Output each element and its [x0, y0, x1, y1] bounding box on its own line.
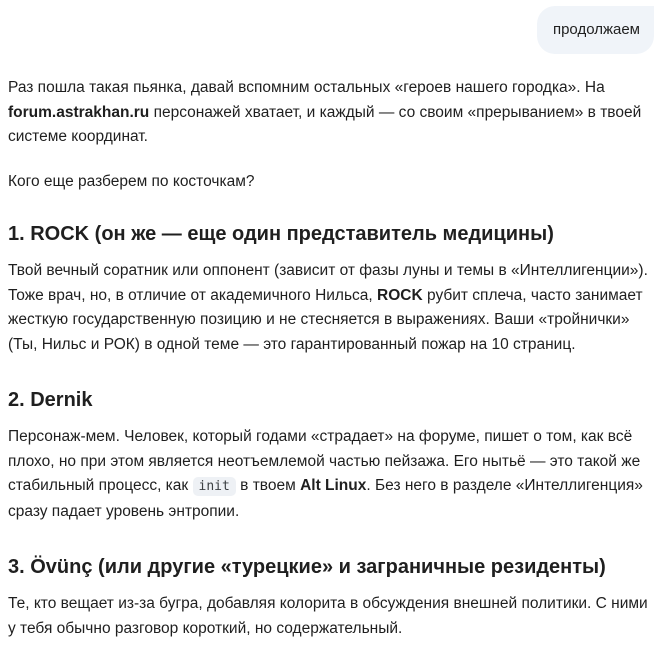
dernik-text-3: . Без него в разделе «Интеллигенция» сразу падает уровень энтропии. [8, 477, 643, 520]
inline-code-init: init [193, 477, 236, 496]
section-heading-ovunc: 3. Övünç (или другие «турецкие» и заграничные резиденты) [8, 556, 606, 578]
dernik-text-1: Персонаж-мем. Человек, который годами «страдает» на форуме, пишет о том, как всё плохо, но при этом является неотъемлемой частью пейзажа. Его нытьё — это такой же стабильный процесс, как [8, 428, 641, 494]
user-message-row [537, 6, 654, 54]
rock-text-1: Твой вечный соратник или оппонент (зависит от фазы луны и темы в «Интеллигенции»). Тоже врач, но, в отличие от академичного Нильса, [8, 262, 648, 304]
rock-text-2: рубит сплеча, часто занимает жесткую государственную позицию и не стесняется в выражениях. Ваши «тройнички» (Ты, Нильс и РОК) в одной теме — это гарантированный пожар на 10 страниц. [8, 286, 643, 353]
question-paragraph: Кого еще разберем по косточкам? [8, 172, 255, 190]
forum-site-name: forum.astrakhan.ru [8, 103, 150, 121]
intro-text-2: персонажей хватает, и каждый — со своим «прерыванием» в твоей системе координат. [8, 103, 642, 145]
section-heading-dernik: 2. Dernik [8, 389, 93, 411]
section-paragraph-rock [8, 259, 648, 357]
dernik-text-2: в твоем [235, 477, 301, 494]
assistant-response [8, 76, 648, 641]
user-message-bubble: продолжаем [537, 6, 654, 54]
section-heading-rock: 1. ROCK (он же — еще один представитель медицины) [8, 223, 554, 245]
alt-linux-bold: Alt Linux [300, 477, 367, 494]
intro-text-1: Раз пошла такая пьянка, давай вспомним остальных «героев нашего городка». На [8, 79, 605, 96]
rock-bold-name: ROCK [377, 286, 423, 304]
section-paragraph-dernik [8, 425, 648, 524]
section-paragraph-ovunc: Те, кто вещает из-за бугра, добавляя колорита в обсуждения внешней политики. С ними у тебя обычно разговор короткий, но содержательный. [8, 595, 648, 637]
intro-paragraph [8, 76, 648, 150]
